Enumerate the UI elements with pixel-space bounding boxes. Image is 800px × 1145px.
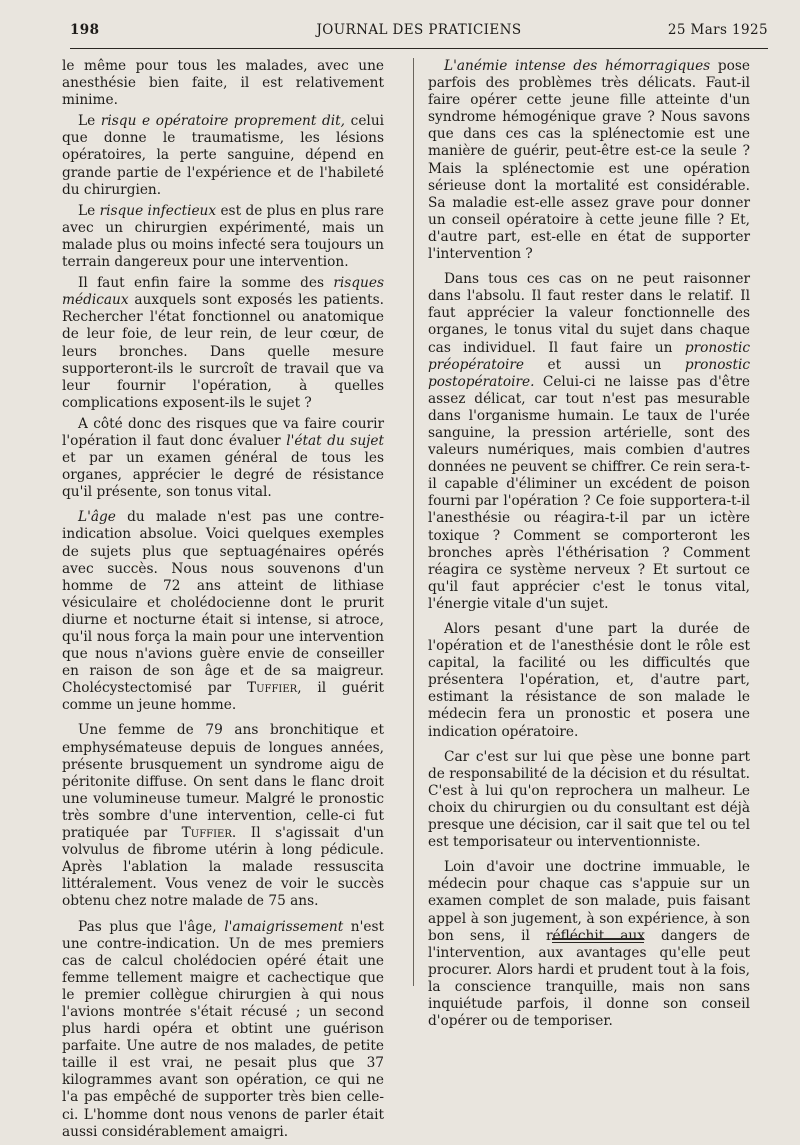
paragraph: L'âge du malade n'est pas une contre-indication absolue. Voici quelques exemples de sujets plus que septuagénaires opérés avec succès. Nous nous souvenons d'un homme de 72 ans atteint de lithiase vésiculaire et cholédocienne dont le prurit diurne et nocturne était si intense, si atroce, qu'il nous força la main pour une intervention que nous n'avions guère envie de conseiller en raison de son âge et de sa maigreur. Cholécystectomisé par Tuffier, il guérit comme un jeune homme.	[62, 509, 384, 714]
column-divider	[413, 58, 414, 986]
paragraph: le même pour tous les malades, avec une anesthésie bien faite, il est relativement minime.	[62, 58, 384, 109]
paragraph: Alors pesant d'une part la durée de l'opération et de l'anesthésie dont le rôle est capital, la facilité ou les difficultés que présentera l'opération, et, d'autre part, estimant la résistance de son malade le médecin fera un pronostic et posera une indication opératoire.	[428, 621, 750, 740]
issue-date: 25 Mars 1925	[667, 22, 768, 38]
left-column	[62, 58, 384, 1145]
paragraph: Pas plus que l'âge, l'amaigrissement n'est une contre-indication. Un de mes premiers cas de calcul cholédocien opéré était une femme tellement maigre et cachectique que le premier collègue chirurgien à qui nous l'avions montrée s'était récusé ; un second plus hardi opéra et obtint une guérison parfaite. Une autre de nos malades, de petite taille il est vrai, ne pesait plus que 37 kilogrammes avant son opération, ce qui ne l'a pas empêché de supporter très bien celle-ci. L'homme dont nous venons de parler était aussi considérablement amaigri.	[62, 918, 384, 1140]
paragraph: Une femme de 79 ans bronchitique et emphysémateuse depuis de longues années, présente brusquement un syndrome aigu de péritonite diffuse. On sent dans le flanc droit une volumineuse tumeur. Malgré le pronostic très sombre d'une intervention, celle-ci fut pratiquée par Tuffier. Il s'agissait d'un volvulus de fibrome utérin à long pédicule. Après l'ablation la malade ressuscita littéralement. Vous venez de voir le succès obtenu chez notre malade de 75 ans.	[62, 722, 384, 910]
paragraph: Dans tous ces cas on ne peut raisonner dans l'absolu. Il faut rester dans le relatif. Il faut apprécier la valeur fonctionnelle des organes, le tonus vital du sujet dans chaque cas individuel. Il faut faire un pronostic préopératoire et aussi un pronostic postopératoire. Celui-ci ne laisse pas d'être assez délicat, car tout n'est pas mesurable dans l'organisme humain. Le taux de l'urée sanguine, la pression artérielle, sont des valeurs numériques, mais combien d'autres données ne peuvent se chiffrer. Ce rein sera-t-il capable d'éliminer un excédent de poison fourni par l'opération ? Ce foie supportera-t-il l'anesthésie ou réagira-t-il par un ictère toxique ? Comment se comporteront les bronches après l'éthérisation ? Comment réagira ce système nerveux ? Et surtout ce qu'il faut apprécier c'est le tonus vital, l'énergie vitale d'un sujet.	[428, 271, 750, 612]
paragraph: L'anémie intense des hémorragiques pose parfois des problèmes très délicats. Faut-il faire opérer cette jeune fille atteinte d'un syndrome hémogénique grave ? Nous savons que dans ces cas la splénectomie est une manière de guérir, peut-être est-ce la seule ? Mais la splénectomie est une opération sérieuse dont la mortalité est considérable. Sa maladie est-elle assez grave pour donner un conseil opératoire à cette jeune fille ? Et, d'autre part, est-elle en état de supporter l'intervention ?	[428, 58, 751, 263]
paragraph: Le risqu e opératoire proprement dit, celui que donne le traumatisme, les lésions opératoires, la perte sanguine, dépend en grande partie de l'expérience et de l'habileté du chirurgien.	[62, 113, 385, 198]
paragraph: A côté donc des risques que va faire courir l'opération il faut donc évaluer l'état du sujet et par un examen général de tous les organes, apprécier le degré de résistance qu'il présente, son tonus vital.	[62, 415, 384, 501]
right-column	[428, 58, 750, 1034]
page-header	[70, 22, 768, 44]
journal-title: JOURNAL DES PRATICIENS	[316, 22, 522, 38]
author-name: Tuffier	[246, 680, 298, 697]
end-of-article-rule	[552, 938, 644, 944]
page-number: 198	[70, 22, 100, 38]
header-rule	[70, 48, 768, 49]
paragraph: Loin d'avoir une doctrine immuable, le médecin pour chaque cas s'appuie sur un examen complet de son malade, puis faisant appel à son jugement, à son expérience, à son bon sens, il réfléchit aux dangers de l'intervention, aux avantages qu'elle peut procurer. Alors hardi et prudent tout à la fois, la conscience tranquille, mais non sans inquiétude parfois, il donne son conseil d'opérer ou de temporiser.	[428, 859, 750, 1030]
author-name: Tuffier	[181, 825, 232, 842]
paragraph: Il faut enfin faire la somme des risques médicaux auxquels sont exposés les patients. Rechercher l'état fonctionnel ou anatomique de leur foie, de leur rein, de leur cœur, de leurs bronches. Dans quelle mesure supporteront-ils le surcroît de travail que va leur fournir l'opération, à quelles complications exposent-ils le sujet ?	[62, 275, 384, 411]
paragraph: Le risque infectieux est de plus en plus rare avec un chirurgien expérimenté, mais un malade plus ou moins infecté sera toujours un terrain dangereux pour une intervention.	[62, 202, 384, 271]
paragraph: Car c'est sur lui que pèse une bonne part de responsabilité de la décision et du résultat. C'est à lui qu'on reprochera un malheur. Le choix du chirurgien ou du consultant est déjà presque une décision, car il sait que tel ou tel est temporisateur ou interventionniste.	[428, 748, 750, 851]
